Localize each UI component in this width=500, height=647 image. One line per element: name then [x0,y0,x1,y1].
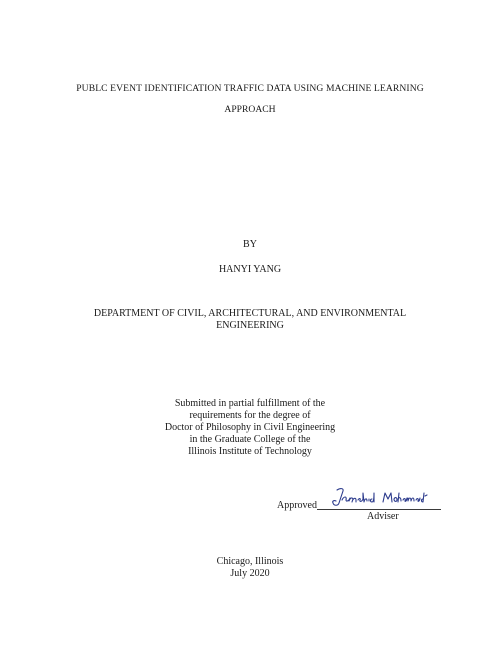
submission-line-1: Submitted in partial fulfillment of the [174,398,326,409]
author-name: HANYI YANG [218,264,282,275]
submission-line-2: requirements for the degree of [189,410,311,421]
department-line-2: ENGINEERING [216,320,284,331]
location: Chicago, Illinois [216,556,284,567]
submission-line-3: Doctor of Philosophy in Civil Engineering [164,422,336,433]
signature-line [317,509,441,510]
thesis-title-line-2: APPROACH [224,104,276,115]
by-label: BY [243,239,257,250]
approved-label: Approved [277,500,317,511]
date: July 2020 [230,568,270,579]
adviser-signature [328,484,428,510]
submission-line-5: Illinois Institute of Technology [188,446,312,457]
adviser-label: Adviser [367,511,399,522]
department-line-1: DEPARTMENT OF CIVIL, ARCHITECTURAL, AND ENVIRONMENTAL [93,308,407,319]
thesis-title-line-1: PUBLC EVENT IDENTIFICATION TRAFFIC DATA USING MACHINE LEARNING [76,83,424,94]
submission-line-4: in the Graduate College of the [189,434,311,445]
